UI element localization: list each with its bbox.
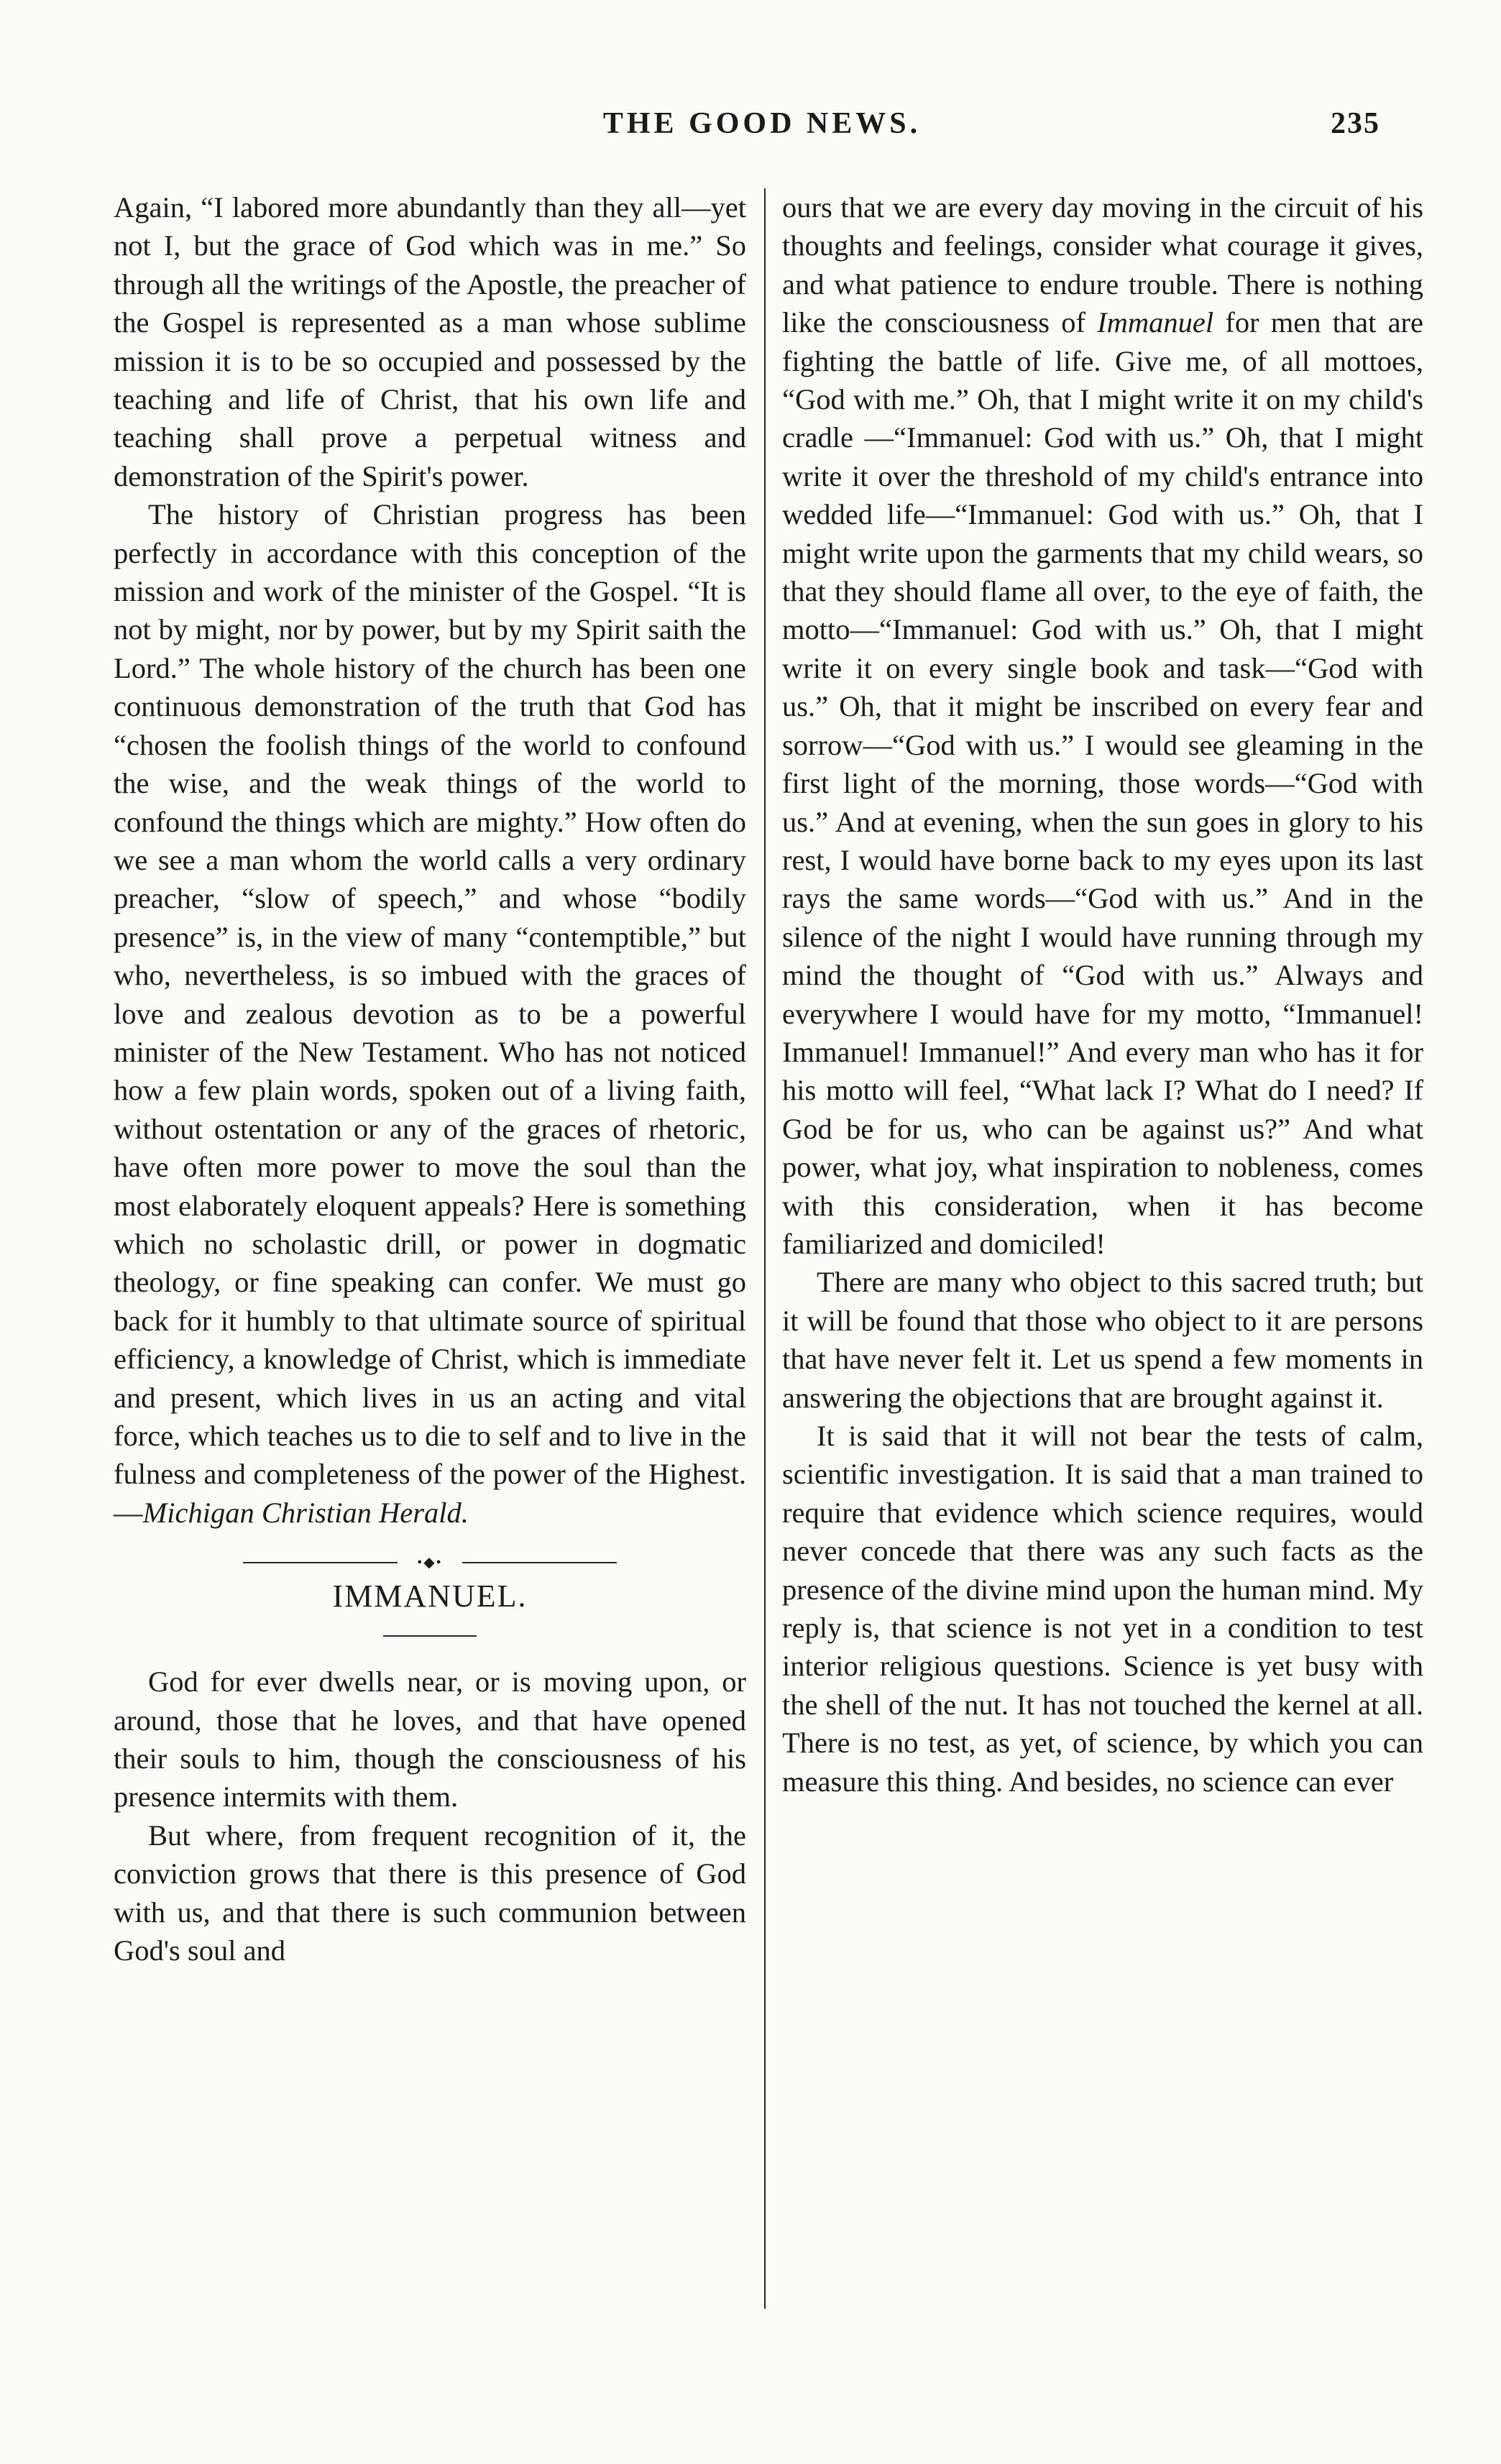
divider-line (243, 1562, 398, 1563)
paragraph (114, 495, 746, 1532)
page-header (122, 106, 1402, 157)
running-title: THE GOOD NEWS. (602, 107, 922, 140)
paragraph: God for ever dwells near, or is moving upon, or around, those that he loves, and that have opened their souls to him, though the consciousness of his presence intermits with them. (114, 1665, 746, 1813)
paragraph-text: for men that are fighting the battle of life. Give me, of all mottoes, “God with me.” Oh, that I might write it on my child's cradle —“Immanuel: God with us.” Oh, that I might write it over the threshold of my child's entrance into wedded life—“Immanuel: God with us.” Oh, that I might write upon the garments that my child wears, so that they should flame all over, to the eye of faith, the motto—“Immanuel: God with us.” Oh, that I might write it on every single book and task—“God with us.” Oh, that it might be inscribed on every fear and sorrow—“God with us.” I would see gleaming in the first light of the morning, those words—“God with us.” And at evening, when the sun goes in glory to his rest, I would have borne back to my eyes upon its last rays the same words—“God with us.” And in the silence of the night I would have running through my mind the thought of “God with us.” Always and everywhere I would have for my motto, “Immanuel! Immanuel! Immanuel!” And every man who has it for his motto will feel, “What lack I? What do I need? If God be for us, who can be against us?” And what power, what joy, what inspiration to nobleness, comes with this consideration, when it has become familiarized and domiciled! (782, 306, 1424, 1260)
title-rule (383, 1635, 477, 1637)
paragraph-text: ours that we are every day moving in the circuit of his thoughts and feelings, consider what courage it gives, and what patience to endure trouble. There is nothing like the consciousness of (782, 191, 1423, 339)
left-column (114, 188, 746, 1969)
divider-line (462, 1562, 617, 1563)
source-credit: Michigan Christian Herald. (142, 1496, 469, 1529)
section-title: IMMANUEL. (332, 1578, 528, 1614)
paragraph (782, 188, 1423, 1263)
page-number: 235 (1331, 107, 1380, 140)
emphasis-text: Immanuel (1097, 306, 1214, 339)
divider-ornament-icon: •◆• (417, 1555, 443, 1571)
right-column (782, 188, 1423, 1801)
paragraph: There are many who object to this sacred truth; but it will be found that those who object to it are persons that have never felt it. Let us spend a few moments in answering the objections that are brought against it. (782, 1266, 1423, 1414)
paragraph: Again, “I labored more abundantly than they all—yet not I, but the grace of God which was in me.” So through all the writings of the Apostle, the preacher of the Gospel is represented as a man whose sublime mission it is to be so occupied and possessed by the teaching and life of Christ, that his own life and teaching shall prove a perpetual witness and demonstration of the Spirit's power. (114, 191, 746, 492)
paragraph: It is said that it will not bear the tests of calm, scientific investigation. It is said that a man trained to require that evidence which science requires, would never concede that there was any such facts as the presence of the divine mind upon the human mind. My reply is, that science is not yet in a condition to test interior religious questions. Science is yet busy with the shell of the nut. It has not touched the kernel at all. There is no test, as yet, of science, by which you can measure this thing. And besides, no science can ever (782, 1420, 1423, 1798)
column-divider (764, 188, 766, 2309)
paragraph: But where, from frequent recognition of it, the conviction grows that there is this presence of God with us, and that there is such communion between God's soul and (114, 1819, 746, 1967)
paragraph-text: The history of Christian progress has been perfectly in accordance with this conception of the mission and work of the minister of the Gospel. “It is not by might, nor by power, but by my Spirit saith the Lord.” The whole history of the church has been one continuous demonstration of the truth that God has “chosen the foolish things of the world to confound the wise, and the weak things of the world to confound the things which are mighty.” How often do we see a man whom the world calls a very ordinary preacher, “slow of speech,” and whose “bodily presence” is, in the view of many “contemptible,” but who, nevertheless, is so imbued with the graces of love and zealous devotion as to be a powerful minister of the New Testament. Who has not noticed how a few plain words, spoken out of a living faith, without ostentation or any of the graces of rhetoric, have often more power to move the soul than the most elaborately eloquent appeals? Here is something which no scholastic drill, or power in dogmatic theology, or fine speaking can confer. We must go back for it humbly to that ultimate source of spiritual efficiency, a knowledge of Christ, which is immediate and present, which lives in us an acting and vital force, which teaches us to die to self and to live in the fulness and completeness of the power of the Highest.— (114, 498, 746, 1529)
ornamental-divider (243, 1553, 617, 1572)
